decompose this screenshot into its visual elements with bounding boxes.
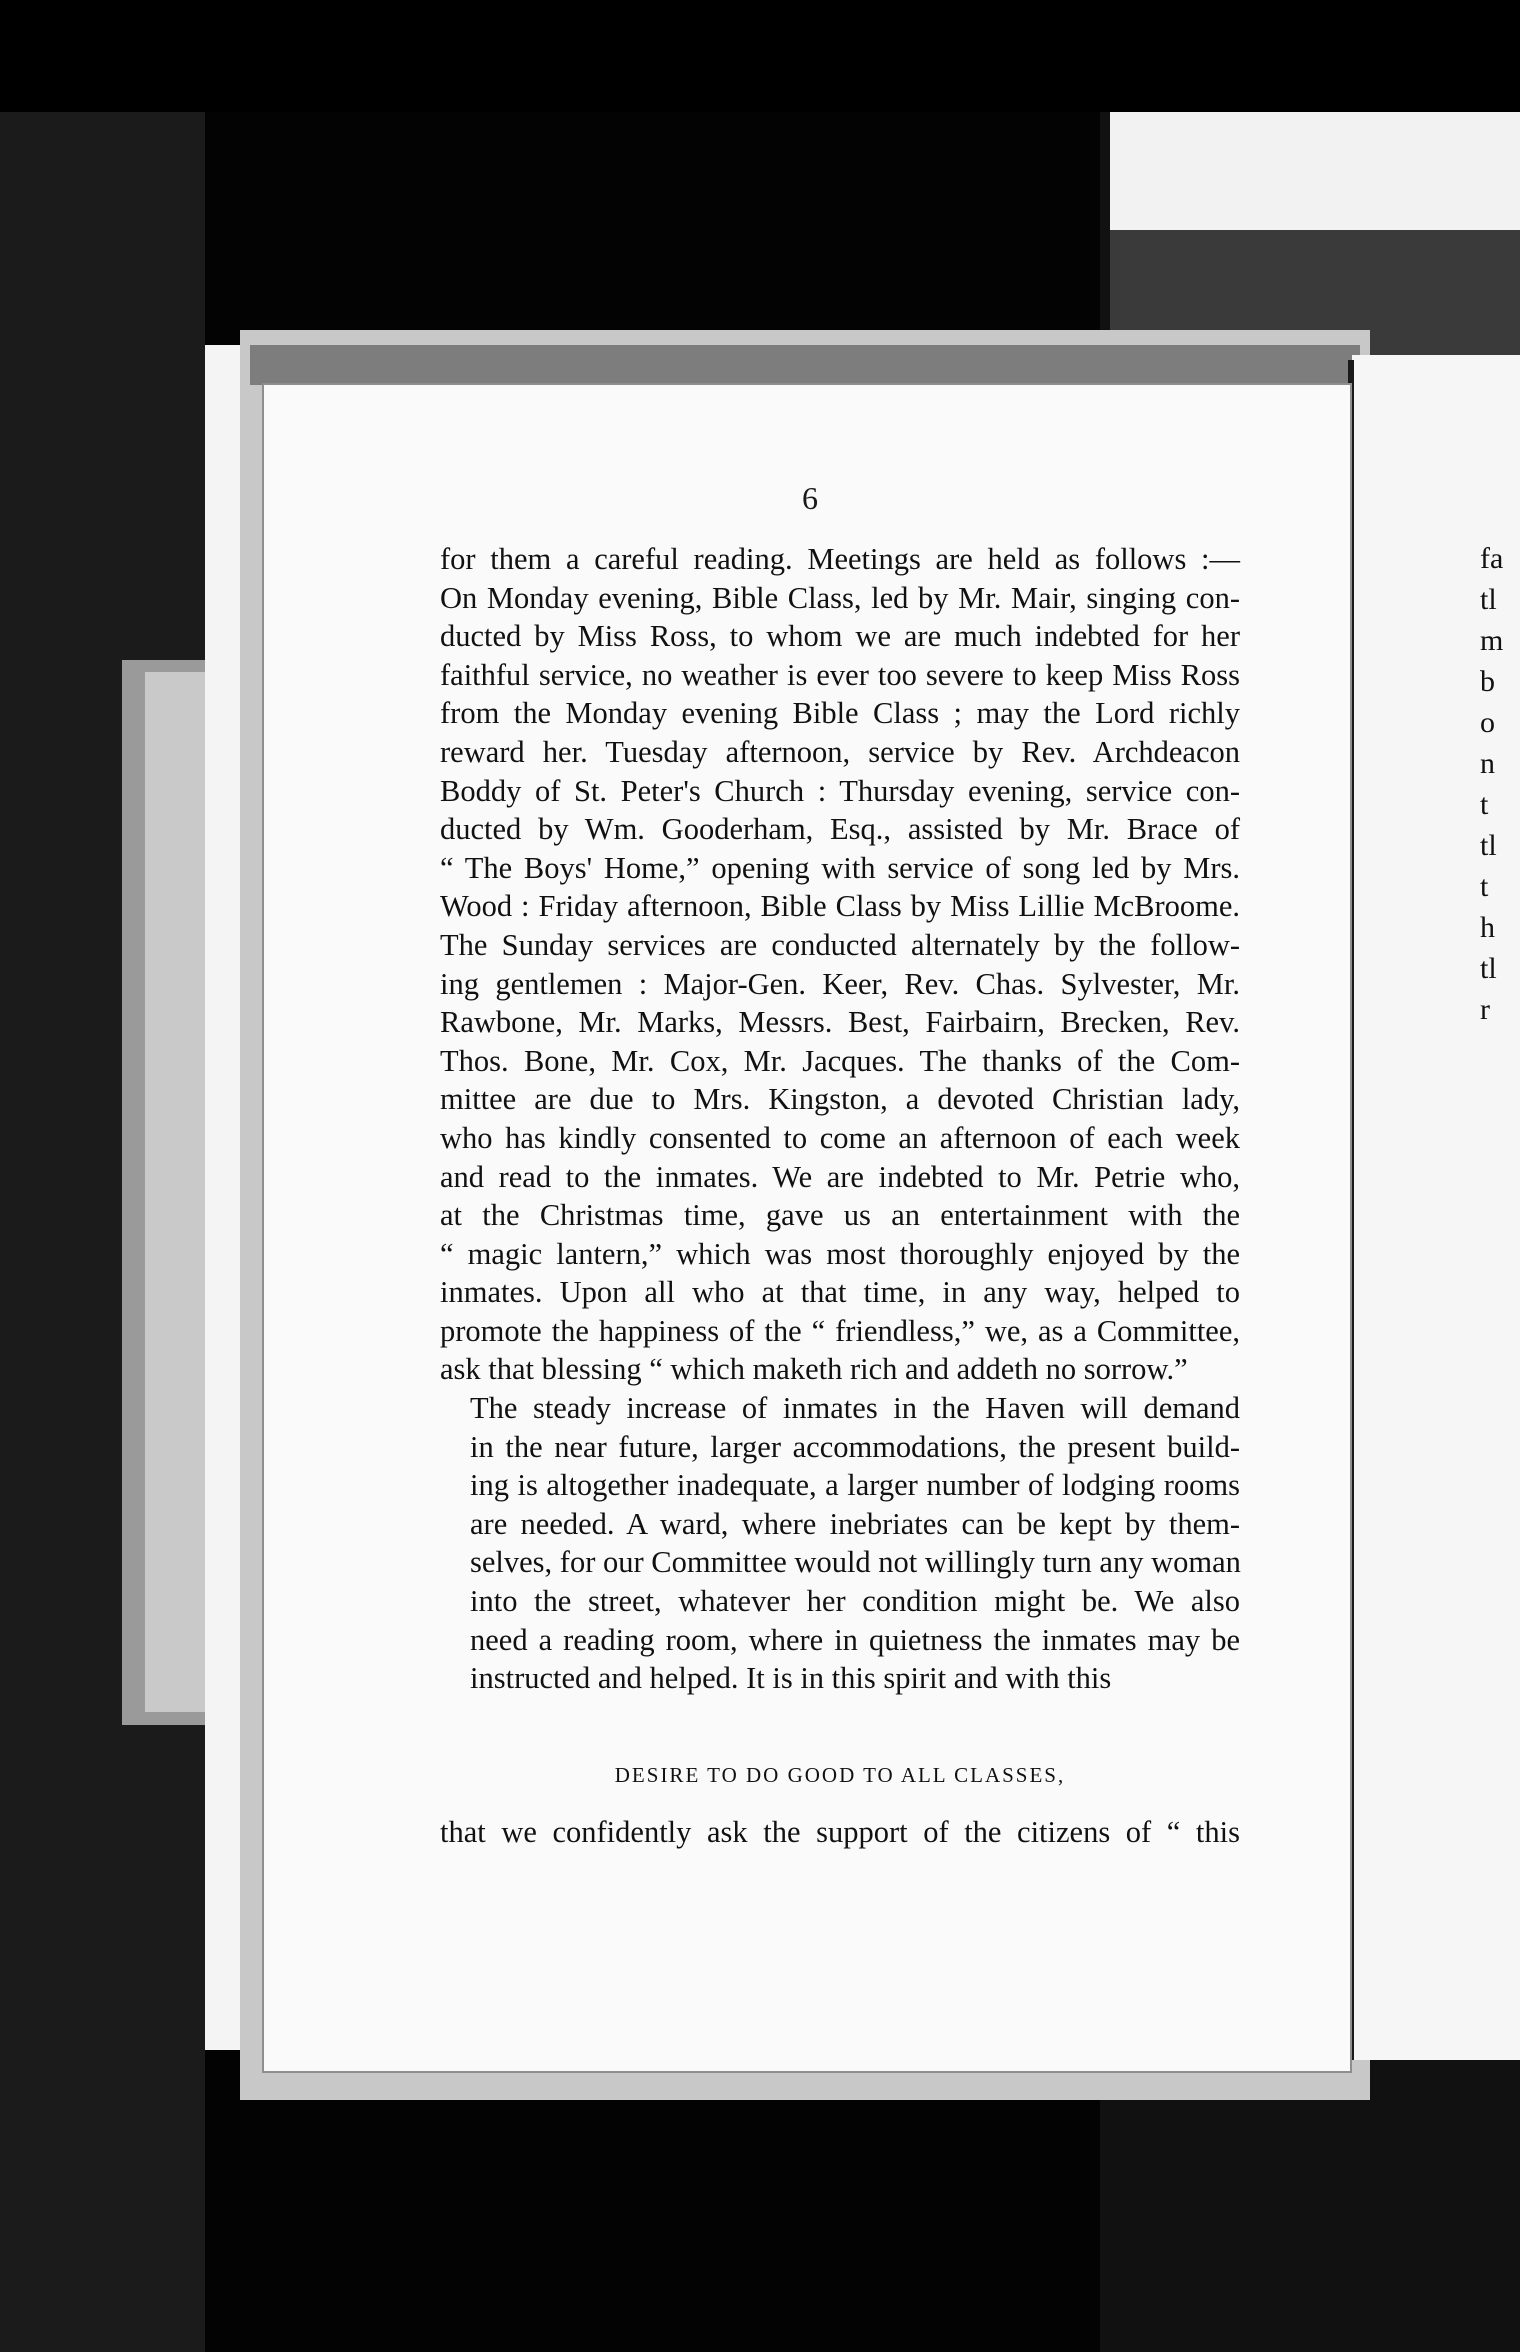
- margin-fragment: tl: [1480, 952, 1497, 985]
- p2-line: selves, for our Committee would not willingly turn any woman: [470, 1545, 1241, 1580]
- p2-line: into the street, whatever her condition might be. We also: [470, 1584, 1240, 1619]
- p2-line: ing is altogether inadequate, a larger number of lodging rooms: [470, 1468, 1240, 1503]
- p1-line: promote the happiness of the “ friendless,” we, as a Committee,: [440, 1313, 1240, 1348]
- p2-line: The steady increase of inmates in the Haven will demand: [470, 1391, 1240, 1426]
- p1-line: from the Monday evening Bible Class ; may the Lord richly: [440, 696, 1240, 731]
- p2-line: need a reading room, where in quietness the inmates may be: [470, 1622, 1240, 1657]
- p1-line: inmates. Upon all who at that time, in any way, helped to: [440, 1275, 1240, 1310]
- p1-line: Wood : Friday afternoon, Bible Class by Miss Lillie McBroome.: [440, 889, 1240, 924]
- margin-fragment: tl: [1480, 583, 1497, 616]
- margin-fragment: t: [1480, 870, 1489, 903]
- final-line: that we confidently ask the support of the citizens of “ this: [440, 1815, 1240, 1849]
- margin-fragment: fa: [1480, 542, 1504, 575]
- p1-line: at the Christmas time, gave us an entertainment with the: [440, 1198, 1240, 1233]
- margin-fragment: t: [1480, 788, 1489, 821]
- p1-line: ing gentlemen : Major-Gen. Keer, Rev. Chas. Sylvester, Mr.: [440, 966, 1240, 1001]
- p1-line: “ magic lantern,” which was most thoroughly enjoyed by the: [440, 1236, 1240, 1271]
- p1-line: ducted by Miss Ross, to whom we are much indebted for her: [440, 619, 1240, 654]
- p1-line: mittee are due to Mrs. Kingston, a devoted Christian lady,: [440, 1082, 1240, 1117]
- margin-fragment: b: [1480, 665, 1495, 698]
- p2-line: instructed and helped. It is in this spirit and with this: [470, 1661, 1112, 1696]
- p1-line: Boddy of St. Peter's Church : Thursday evening, service con-: [440, 773, 1240, 808]
- paragraph-1: [440, 540, 1240, 1389]
- margin-fragment: o: [1480, 706, 1495, 739]
- p1-line: The Sunday services are conducted alternately by the follow-: [440, 927, 1240, 962]
- p2-line: are needed. A ward, where inebriates can be kept by them-: [470, 1506, 1240, 1541]
- margin-fragment: r: [1480, 993, 1490, 1026]
- p1-line: who has kindly consented to come an afternoon of each week: [440, 1120, 1240, 1155]
- p1-line: Thos. Bone, Mr. Cox, Mr. Jacques. The thanks of the Com-: [440, 1043, 1240, 1078]
- facing-page-text-fragments: [1480, 538, 1520, 1030]
- p1-line: On Monday evening, Bible Class, led by Mr. Mair, singing con-: [440, 580, 1240, 615]
- p1-line: ask that blessing “ which maketh rich and addeth no sorrow.”: [440, 1352, 1188, 1387]
- p2-line: in the near future, larger accommodations, the present build-: [470, 1429, 1240, 1464]
- p1-line: “ The Boys' Home,” opening with service of song led by Mrs.: [440, 850, 1240, 885]
- margin-fragment: h: [1480, 911, 1495, 944]
- page-number: 6: [802, 480, 818, 516]
- margin-fragment: tl: [1480, 829, 1497, 862]
- paragraph-2: [440, 1389, 1240, 1698]
- p1-line: for them a careful reading. Meetings are held as follows :—: [440, 542, 1240, 576]
- margin-fragment: n: [1480, 747, 1495, 780]
- p1-line: faithful service, no weather is ever too severe to keep Miss Ross: [440, 657, 1240, 692]
- p1-line: Rawbone, Mr. Marks, Messrs. Best, Fairbairn, Brecken, Rev.: [440, 1005, 1240, 1040]
- page-top-shadow: [250, 345, 1360, 385]
- body-text: [440, 540, 1240, 1698]
- p1-line: reward her. Tuesday afternoon, service by Rev. Archdeacon: [440, 734, 1240, 769]
- scan-top-band: [0, 0, 1520, 112]
- p1-line: and read to the inmates. We are indebted to Mr. Petrie who,: [440, 1159, 1240, 1194]
- margin-fragment: m: [1480, 624, 1504, 657]
- p1-line: ducted by Wm. Gooderham, Esq., assisted by Mr. Brace of: [440, 812, 1240, 847]
- section-heading: DESIRE TO DO GOOD TO ALL CLASSES,: [614, 1763, 1066, 1787]
